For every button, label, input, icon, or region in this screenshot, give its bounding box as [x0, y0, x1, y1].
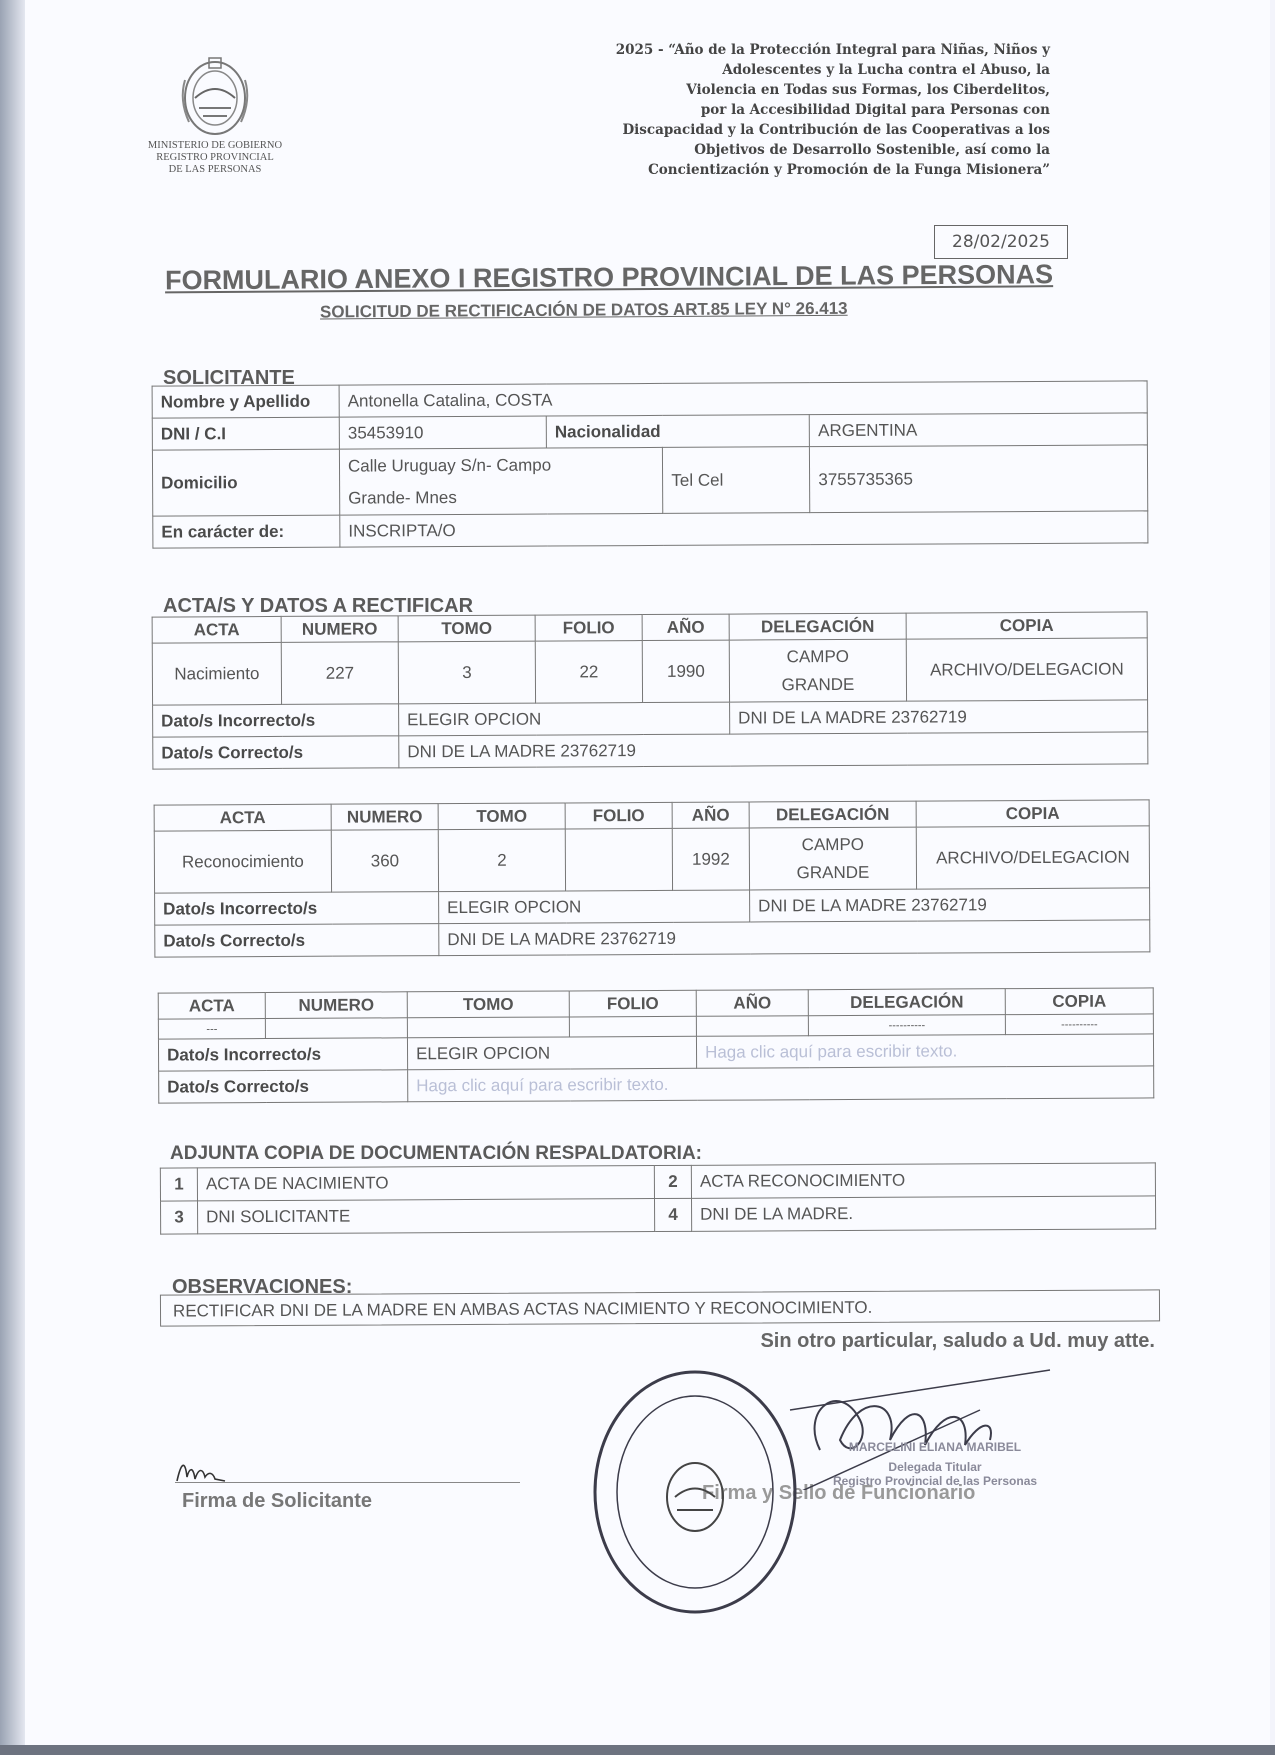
adjunta-table: [160, 1162, 1156, 1234]
nacionalidad-field[interactable]: ARGENTINA: [810, 413, 1148, 447]
ministry-line: DE LAS PERSONAS: [168, 164, 262, 175]
correctos-label: Dato/s Correcto/s: [155, 924, 439, 957]
header-anio: AÑO: [696, 990, 808, 1017]
correcto-field[interactable]: DNI DE LA MADRE 23762719: [439, 920, 1150, 956]
ministry-name: [120, 140, 310, 176]
tel-label: Tel Cel: [663, 447, 810, 514]
caracter-label: En carácter de:: [153, 515, 340, 548]
header-copia: COPIA: [906, 612, 1147, 639]
scan-edge: [0, 0, 25, 1755]
header-acta: ACTA: [154, 804, 331, 831]
stamp-name: MARCELINI ELIANA MARIBEL: [848, 1440, 1022, 1454]
delegacion-line: GRANDE: [796, 862, 870, 882]
acta-table-1: [152, 611, 1149, 769]
dni-label: DNI / C.I: [152, 417, 339, 450]
header-acta: ACTA: [152, 616, 281, 643]
nombre-label: Nombre y Apellido: [152, 385, 339, 418]
acta-anio[interactable]: 1992: [672, 828, 749, 890]
delegacion-line: GRANDE: [781, 674, 855, 694]
date-field[interactable]: 28/02/2025: [934, 225, 1068, 259]
header-anio: AÑO: [672, 802, 749, 828]
acta-copia[interactable]: ----------: [1005, 1014, 1153, 1035]
header-acta: ACTA: [158, 993, 265, 1020]
solicitante-table: [152, 380, 1149, 548]
correctos-label: Dato/s Correcto/s: [159, 1070, 408, 1103]
motto-line: por la Accesibilidad Digital para Personas con: [700, 102, 1050, 118]
acta-folio[interactable]: 22: [535, 641, 642, 704]
header-tomo: TOMO: [407, 991, 569, 1018]
incorrectos-label: Dato/s Incorrecto/s: [155, 892, 439, 925]
caracter-field[interactable]: INSCRIPTA/O: [340, 511, 1148, 547]
motto-line: Adolescentes y la Lucha contra el Abuso, la: [722, 62, 1050, 78]
tel-field[interactable]: 3755735365: [810, 445, 1148, 513]
incorrecto-field[interactable]: DNI DE LA MADRE 23762719: [730, 700, 1148, 734]
acta-numero[interactable]: [265, 1018, 407, 1039]
ministry-line: MINISTERIO DE GOBIERNO: [147, 140, 283, 151]
doc-num: 2: [654, 1165, 691, 1198]
nombre-field[interactable]: Antonella Catalina, COSTA: [339, 381, 1147, 417]
header-numero: NUMERO: [265, 992, 407, 1019]
incorrectos-label: Dato/s Incorrecto/s: [158, 1038, 407, 1071]
firma-solicitante-label: Firma de Solicitante: [182, 1490, 373, 1512]
opcion-select[interactable]: ELEGIR OPCION: [439, 890, 750, 924]
delegacion-line: CAMPO: [786, 646, 850, 666]
acta-tomo[interactable]: [407, 1017, 569, 1038]
acta-table-3: [158, 987, 1155, 1103]
section-title-actas: ACTA/S Y DATOS A RECTIFICAR: [163, 595, 474, 617]
header-numero: NUMERO: [331, 804, 438, 831]
section-title-adjunta: ADJUNTA COPIA DE DOCUMENTACIÓN RESPALDATORIA:: [170, 1143, 702, 1164]
motto-line: Concientización y Promoción de la Funga Misionera”: [648, 162, 1050, 178]
stamp-office: Registro Provincial de las Personas: [832, 1474, 1038, 1488]
ministry-line: REGISTRO PROVINCIAL: [156, 152, 274, 163]
acta-numero[interactable]: 227: [281, 642, 398, 705]
header-tomo: TOMO: [398, 615, 535, 642]
opcion-select[interactable]: ELEGIR OPCION: [399, 702, 730, 736]
observaciones-field[interactable]: RECTIFICAR DNI DE LA MADRE EN AMBAS ACTAS NACIMIENTO Y RECONOCIMIENTO.: [160, 1289, 1160, 1326]
official-seal: [585, 1362, 805, 1622]
form-subtitle: SOLICITUD DE RECTIFICACIÓN DE DATOS ART.85 LEY N° 26.413: [319, 298, 848, 322]
motto-line: 2025 - “Año de la Protección Integral para Niñas, Niños y: [615, 42, 1050, 58]
doc-num: 1: [160, 1168, 197, 1201]
acta-folio[interactable]: [565, 828, 672, 891]
nacionalidad-label: Nacionalidad: [546, 415, 809, 448]
acta-numero[interactable]: 360: [331, 830, 438, 893]
firma-funcionario-label: Firma y Sello de Funcionario: [702, 1482, 976, 1504]
doc-label[interactable]: DNI DE LA MADRE.: [691, 1196, 1155, 1231]
header-tomo: TOMO: [438, 803, 565, 830]
motto-line: Discapacidad y la Contribución de las Cooperativas a los: [622, 122, 1050, 138]
motto-line: Objetivos de Desarrollo Sostenible, así como la: [694, 142, 1050, 158]
acta-tipo[interactable]: Reconocimiento: [154, 830, 331, 893]
opcion-select[interactable]: ELEGIR OPCION: [407, 1036, 696, 1070]
stamp-role: Delegada Titular: [888, 1460, 982, 1474]
applicant-signature-line: [175, 1482, 520, 1483]
acta-anio[interactable]: [696, 1016, 808, 1037]
acta-tomo[interactable]: 2: [438, 829, 565, 892]
correcto-field[interactable]: Haga clic aquí para escribir texto.: [408, 1066, 1154, 1102]
header-folio: FOLIO: [565, 802, 672, 829]
acta-delegacion[interactable]: ----------: [808, 1015, 1005, 1036]
delegacion-line: CAMPO: [801, 834, 865, 854]
scan-bottom-edge: [0, 1745, 1275, 1755]
doc-label[interactable]: DNI SOLICITANTE: [198, 1199, 655, 1234]
domicilio-line: Calle Uruguay S/n- Campo: [347, 455, 552, 476]
acta-tomo[interactable]: 3: [398, 641, 535, 704]
acta-folio[interactable]: [569, 1016, 696, 1037]
acta-anio[interactable]: 1990: [642, 640, 729, 702]
doc-num: 4: [655, 1198, 692, 1231]
doc-label[interactable]: ACTA RECONOCIMIENTO: [691, 1163, 1155, 1198]
coat-of-arms-logo: [165, 50, 265, 140]
doc-num: 3: [161, 1201, 198, 1234]
header-anio: AÑO: [642, 614, 729, 640]
header-copia: COPIA: [916, 800, 1149, 827]
motto-line: Violencia en Todas sus Formas, los Ciberdelitos,: [686, 82, 1050, 98]
section-title-solicitante: SOLICITANTE: [163, 367, 295, 389]
acta-copia[interactable]: ARCHIVO/DELEGACION: [906, 638, 1147, 701]
header-folio: FOLIO: [569, 990, 696, 1017]
domicilio-field[interactable]: [339, 447, 663, 515]
header-folio: FOLIO: [535, 615, 642, 642]
form-title: FORMULARIO ANEXO I REGISTRO PROVINCIAL DE LAS PERSONAS: [164, 259, 1054, 296]
header-delegacion: DELEGACIÓN: [749, 801, 916, 828]
correcto-field[interactable]: DNI DE LA MADRE 23762719: [399, 732, 1148, 768]
incorrectos-label: Dato/s Incorrecto/s: [153, 704, 399, 737]
acta-delegacion[interactable]: [729, 639, 906, 702]
header-copia: COPIA: [1005, 988, 1153, 1015]
dni-field[interactable]: 35453910: [339, 416, 546, 449]
domicilio-label: Domicilio: [152, 449, 339, 516]
section-title-observaciones: OBSERVACIONES:: [172, 1276, 353, 1298]
closing-text: Sin otro particular, saludo a Ud. muy atte.: [760, 1330, 1155, 1352]
correctos-label: Dato/s Correcto/s: [153, 736, 399, 769]
acta-tipo[interactable]: Nacimiento: [152, 642, 281, 705]
acta-copia[interactable]: ARCHIVO/DELEGACION: [916, 826, 1149, 889]
acta-table-2: [154, 799, 1151, 957]
header-delegacion: DELEGACIÓN: [808, 989, 1005, 1016]
acta-delegacion[interactable]: [749, 827, 916, 890]
header-numero: NUMERO: [281, 616, 398, 643]
year-motto: [480, 40, 1050, 180]
header-delegacion: DELEGACIÓN: [729, 613, 906, 640]
official-stamp: [810, 1440, 1060, 1488]
incorrecto-field[interactable]: DNI DE LA MADRE 23762719: [750, 888, 1150, 922]
incorrecto-field[interactable]: Haga clic aquí para escribir texto.: [696, 1034, 1153, 1068]
acta-tipo[interactable]: ---: [158, 1019, 265, 1040]
doc-label[interactable]: ACTA DE NACIMIENTO: [197, 1166, 654, 1201]
domicilio-line: Grande- Mnes: [348, 487, 457, 508]
